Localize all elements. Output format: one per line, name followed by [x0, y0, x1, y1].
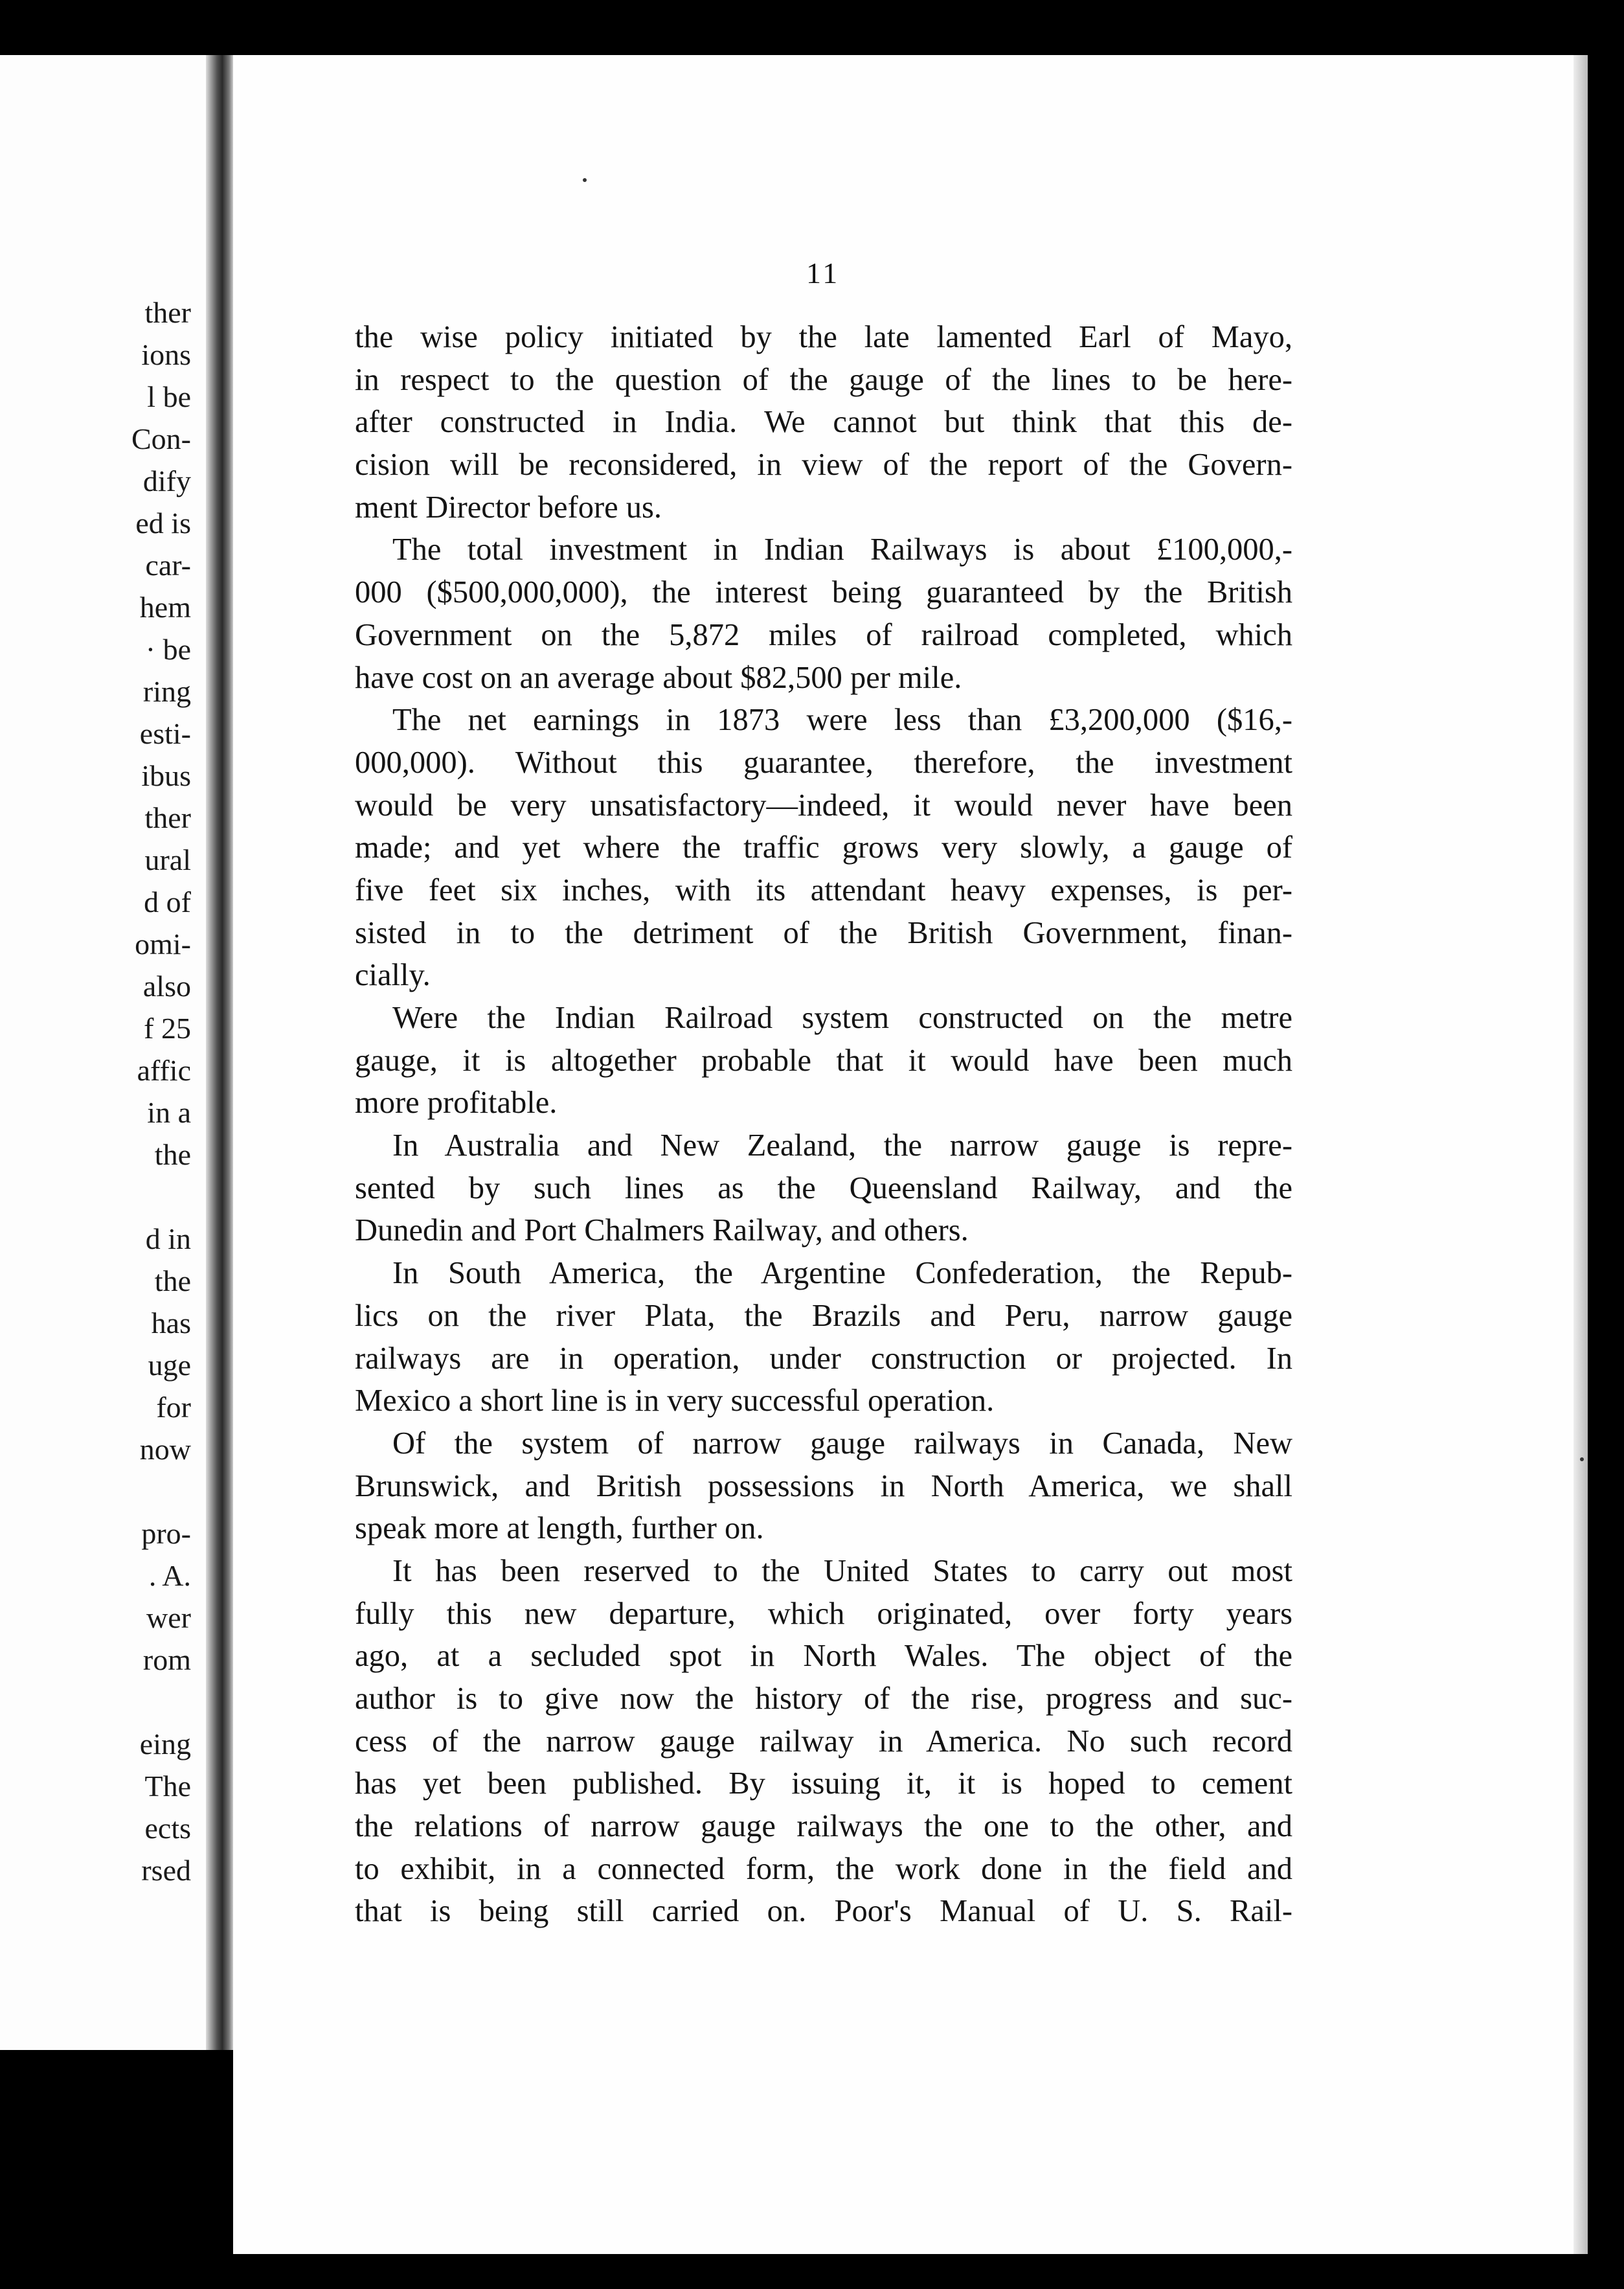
left-page-fragment: wer	[146, 1601, 191, 1634]
left-page-fragment: f 25	[144, 1012, 191, 1045]
text-line: ago, at a secluded spot in North Wales. The object of the	[355, 1639, 1292, 1674]
page-number: 11	[806, 256, 840, 290]
speck-mark	[583, 178, 587, 182]
text-line: cision will be reconsidered, in view of the report of the Govern-	[355, 448, 1292, 483]
left-page-fragment: eing	[139, 1727, 191, 1760]
book-gutter	[206, 55, 233, 2050]
left-page-fragment: rsed	[141, 1854, 191, 1887]
text-line: has yet been published. By issuing it, it is hoped to cement	[355, 1766, 1292, 1801]
left-page-fragment: also	[142, 970, 191, 1003]
left-page-fragment: now	[139, 1433, 191, 1466]
left-page-fragment: d of	[144, 885, 191, 918]
text-line: The total investment in Indian Railways is about £100,000,-	[392, 532, 1292, 567]
text-line: in respect to the question of the gauge of the lines to be here-	[355, 362, 1292, 397]
text-line: that is being still carried on. Poor's Manual of U. S. Rail-	[355, 1894, 1292, 1929]
text-line: 000,000). Without this guarantee, therefore, the investment	[355, 745, 1292, 780]
left-page-fragment: ects	[144, 1812, 191, 1845]
text-line: Mexico a short line is in very successful operation.	[355, 1384, 995, 1418]
text-line: after constructed in India. We cannot but think that this de-	[355, 405, 1292, 440]
left-page	[0, 55, 223, 2050]
left-page-fragment: ural	[144, 843, 191, 876]
left-page-fragment: d in	[145, 1222, 191, 1255]
left-page-fragment: pro-	[141, 1517, 191, 1550]
text-line: The net earnings in 1873 were less than £3,200,000 ($16,-	[392, 703, 1292, 738]
text-line: author is to give now the history of the rise, progress and suc-	[355, 1681, 1292, 1716]
left-page-fragment: omi-	[135, 928, 191, 961]
left-page-fragment: dify	[142, 464, 191, 497]
left-page-fragment: for	[156, 1391, 191, 1424]
text-line: would be very unsatisfactory—indeed, it would never have been	[355, 788, 1292, 823]
left-page-fragment: l be	[147, 380, 191, 413]
text-line: five feet six inches, with its attendant heavy expenses, is per-	[355, 872, 1292, 907]
text-line: speak more at length, further on.	[355, 1511, 764, 1546]
left-page-fragment: rom	[142, 1643, 191, 1676]
speck-mark	[1580, 1457, 1584, 1461]
left-page-fragment: car-	[145, 549, 191, 582]
left-page-fragment: ions	[141, 338, 191, 371]
text-line: the relations of narrow gauge railways the one to the other, and	[355, 1809, 1292, 1844]
text-line: sented by such lines as the Queensland Railway, and the	[355, 1170, 1292, 1205]
left-page-fragment: uge	[148, 1349, 191, 1382]
left-page-fragment: · be	[145, 633, 191, 666]
text-line: to exhibit, in a connected form, the work done in the field and	[355, 1851, 1292, 1886]
left-page-fragment: The	[144, 1770, 191, 1803]
left-page-fragment: the	[154, 1264, 191, 1297]
left-page-fragment: . A.	[148, 1559, 191, 1592]
text-line: made; and yet where the traffic grows very slowly, a gauge of	[355, 830, 1292, 865]
text-line: ment Director before us.	[355, 490, 662, 525]
left-page-fragment: ther	[144, 801, 191, 834]
text-line: cially.	[355, 958, 431, 993]
text-line: more profitable.	[355, 1086, 558, 1121]
left-page-fragment: Con-	[131, 422, 191, 455]
left-page-fragment: ther	[144, 296, 191, 329]
text-line: Government on the 5,872 miles of railroad completed, which	[355, 617, 1292, 652]
left-page-fragment: affic	[137, 1054, 191, 1087]
left-page-fragment: ed is	[135, 507, 191, 540]
left-page-fragment: has	[151, 1306, 191, 1339]
text-line: cess of the narrow gauge railway in America. No such record	[355, 1724, 1292, 1759]
left-page-fragment: ibus	[141, 759, 191, 792]
text-line: Of the system of narrow gauge railways in Canada, New	[392, 1426, 1292, 1461]
text-line: It has been reserved to the United States to carry out most	[392, 1553, 1292, 1588]
text-line: Brunswick, and British possessions in North America, we shall	[355, 1468, 1292, 1503]
text-line: the wise policy initiated by the late lamented Earl of Mayo,	[355, 320, 1292, 354]
left-page-fragment: the	[154, 1138, 191, 1171]
left-page-fragment: ring	[142, 675, 191, 708]
text-line: Were the Indian Railroad system constructed on the metre	[392, 1001, 1292, 1035]
text-line: 000 ($500,000,000), the interest being guaranteed by the British	[355, 575, 1292, 610]
text-line: In South America, the Argentine Confederation, the Repub-	[392, 1256, 1292, 1291]
left-page-fragment: in a	[147, 1096, 191, 1129]
left-page-fragment: hem	[139, 591, 191, 624]
page-edge	[1573, 55, 1588, 2254]
text-line: sisted in to the detriment of the British Government, finan-	[355, 915, 1292, 950]
text-line: have cost on an average about $82,500 per mile.	[355, 660, 962, 695]
text-line: In Australia and New Zealand, the narrow gauge is repre-	[392, 1128, 1292, 1163]
text-line: Dunedin and Port Chalmers Railway, and others.	[355, 1213, 969, 1248]
body-text	[355, 316, 1292, 1933]
left-page-fragment: esti-	[139, 717, 191, 750]
text-line: railways are in operation, under construction or projected. In	[355, 1341, 1292, 1376]
text-line: fully this new departure, which originated, over forty years	[355, 1596, 1292, 1631]
text-line: gauge, it is altogether probable that it would have been much	[355, 1043, 1292, 1078]
text-line: lics on the river Plata, the Brazils and Peru, narrow gauge	[355, 1298, 1292, 1333]
